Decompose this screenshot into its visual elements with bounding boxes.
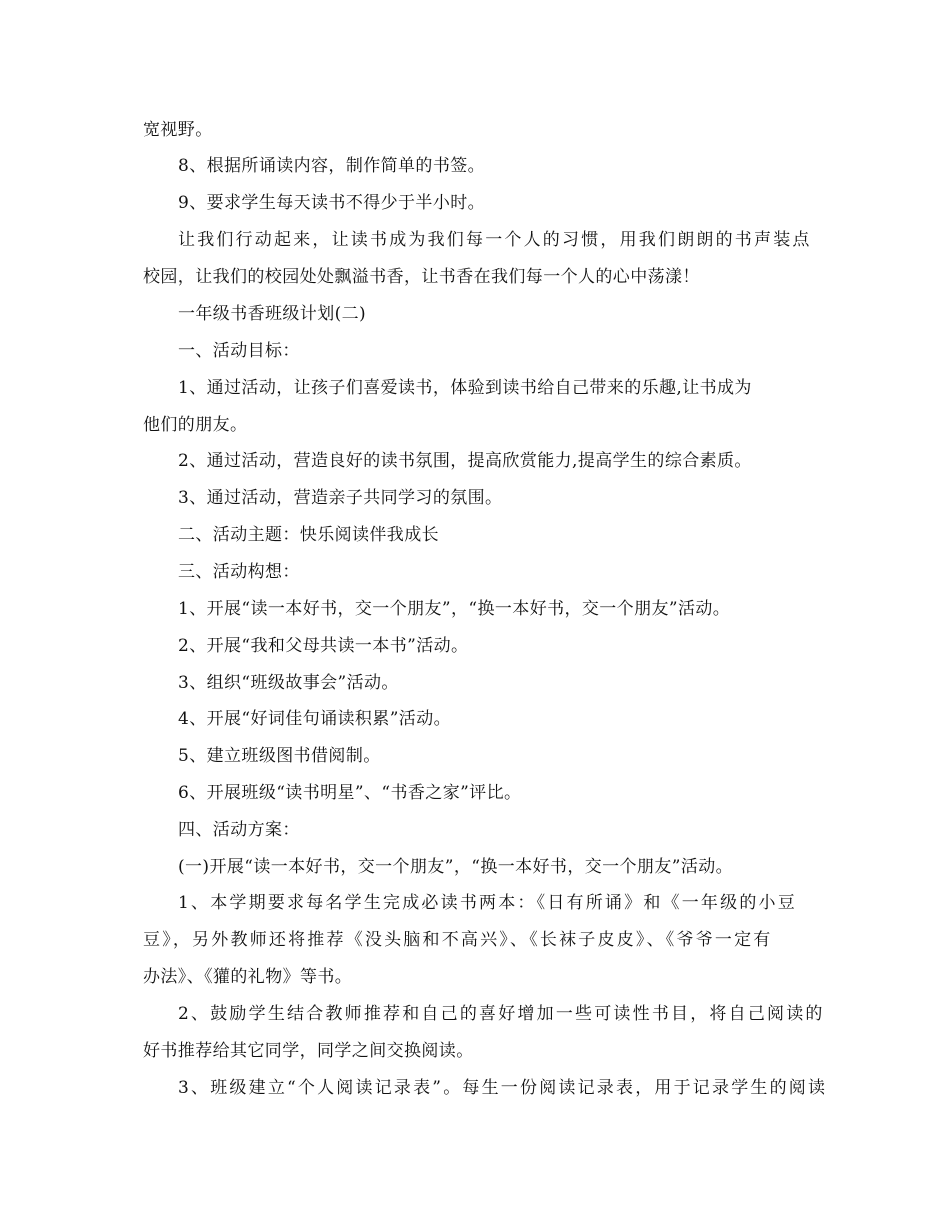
heading-plan: 四、活动方案： (178, 820, 300, 840)
heading-theme: 二、活动主题：快乐阅读伴我成长 (178, 525, 439, 545)
closing-paragraph-line-2: 校园，让我们的校园处处飘溢书香，让书香在我们每一个人的心中荡漾！ (143, 267, 700, 287)
heading-ideas: 三、活动构想： (178, 562, 300, 582)
idea-item-3: 3、组织“班级故事会”活动。 (178, 673, 399, 693)
paragraph-line-continuation: 宽视野。 (143, 120, 213, 140)
goal-item-1-line-2: 他们的朋友。 (143, 415, 248, 435)
plan-item-1-line-2: 豆》，另外教师还将推荐《没头脑和不高兴》、《长袜子皮皮》、《爷爷一定有 (143, 930, 773, 950)
idea-item-4: 4、开展“好词佳句诵读积累”活动。 (178, 709, 451, 729)
plan-item-3-line-1: 3、班级建立“个人阅读记录表”。每生一份阅读记录表，用于记录学生的阅读 (178, 1078, 828, 1098)
idea-item-1: 1、开展“读一本好书，交一个朋友”，“换一本好书，交一个朋友”活动。 (178, 599, 731, 619)
closing-paragraph-line-1: 让我们行动起来，让读书成为我们每一个人的习惯，用我们朗朗的书声装点 (178, 230, 812, 250)
goal-item-3: 3、通过活动，营造亲子共同学习的氛围。 (178, 488, 503, 508)
idea-item-6: 6、开展班级“读书明星”、“书香之家”评比。 (178, 783, 522, 803)
list-item-9: 9、要求学生每天读书不得少于半小时。 (178, 193, 486, 213)
heading-goals: 一、活动目标： (178, 341, 300, 361)
plan-item-2-line-1: 2、鼓励学生结合教师推荐和自己的喜好增加一些可读性书目，将自己阅读的 (178, 1004, 825, 1024)
plan-item-1-line-1: 1、本学期要求每名学生完成必读书两本：《日有所诵》和《一年级的小豆 (178, 893, 797, 913)
plan-item-1-line-3: 办法》、《獾的礼物》等书。 (143, 967, 353, 987)
goal-item-2: 2、通过活动，营造良好的读书氛围，提高欣赏能力,提高学生的综合素质。 (178, 451, 752, 471)
list-item-8: 8、根据所诵读内容，制作简单的书签。 (178, 156, 486, 176)
plan-subheading-1: (一)开展“读一本好书，交一个朋友”，“换一本好书，交一个朋友”活动。 (178, 857, 734, 877)
goal-item-1-line-1: 1、通过活动，让孩子们喜爱读书，体验到读书给自己带来的乐趣,让书成为 (178, 378, 752, 398)
idea-item-5: 5、建立班级图书借阅制。 (178, 746, 381, 766)
section-title: 一年级书香班级计划(二) (178, 304, 367, 324)
idea-item-2: 2、开展“我和父母共读一本书”活动。 (178, 636, 469, 656)
plan-item-2-line-2: 好书推荐给其它同学，同学之间交换阅读。 (143, 1041, 474, 1061)
